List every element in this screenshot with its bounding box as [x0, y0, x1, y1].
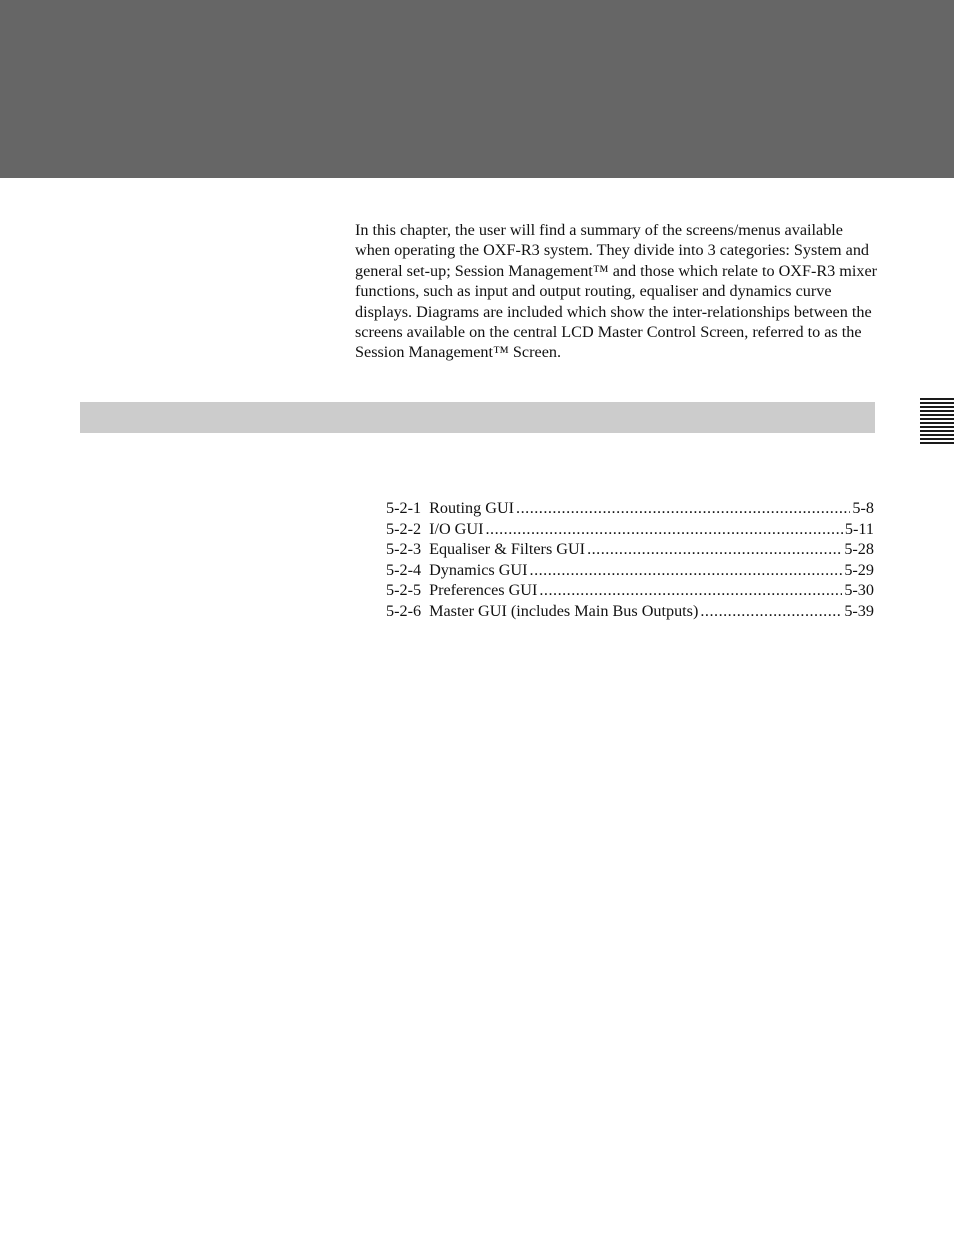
toc-entry-page: 5-8: [852, 499, 874, 517]
toc-leader-dots: [516, 498, 850, 519]
toc-entry-number: 5-2-3: [386, 540, 422, 559]
toc-entry[interactable]: [386, 498, 874, 519]
toc-entry[interactable]: [386, 539, 874, 560]
toc-entry-title: Preferences GUI: [429, 581, 538, 600]
toc-entry-number: 5-2-1: [386, 499, 422, 517]
toc-leader-dots: [700, 601, 842, 622]
toc-entry-page: 5-39: [844, 601, 874, 620]
toc-entry-title: Routing GUI: [429, 499, 515, 517]
toc-entry-page: 5-29: [844, 560, 874, 579]
toc-leader-dots: [539, 580, 842, 601]
chapter-header-band: [0, 0, 954, 178]
toc-entry-number: 5-2-4: [386, 560, 422, 579]
toc-entry-title: Dynamics GUI: [429, 560, 528, 579]
section-heading-bar: [80, 402, 875, 433]
toc-entry-page: 5-28: [844, 540, 874, 559]
toc-entry-number: 5-2-2: [386, 519, 422, 538]
toc-entry[interactable]: [386, 580, 874, 601]
toc-entry[interactable]: [386, 601, 874, 622]
table-of-contents: [386, 498, 874, 622]
toc-entry-number: 5-2-5: [386, 581, 422, 600]
toc-entry-number: 5-2-6: [386, 601, 422, 620]
chapter-thumb-tab: [920, 398, 954, 444]
toc-entry[interactable]: [386, 560, 874, 581]
intro-paragraph: In this chapter, the user will find a summary of the screens/menus available when operating the OXF-R3 system. They divide into 3 categories: System and general set-up; Session Management™ and those which relate to OXF-R3 mixer functions, such as input and output routing, equaliser and dynamics curve displays. Diagrams are included which show the inter-relationships between the screens available on the central LCD Master Control Screen, referred to as the Session Management™ Screen.: [355, 221, 878, 362]
toc-entry[interactable]: [386, 519, 874, 540]
toc-entry-title: I/O GUI: [429, 519, 484, 538]
toc-leader-dots: [587, 539, 842, 560]
toc-entry-title: Equaliser & Filters GUI: [429, 540, 586, 559]
toc-entry-title: Master GUI (includes Main Bus Outputs): [429, 601, 699, 620]
toc-leader-dots: [530, 560, 843, 581]
toc-entry-page: 5-30: [844, 581, 874, 600]
toc-entry-page: 5-11: [844, 519, 874, 538]
toc-leader-dots: [485, 519, 842, 540]
